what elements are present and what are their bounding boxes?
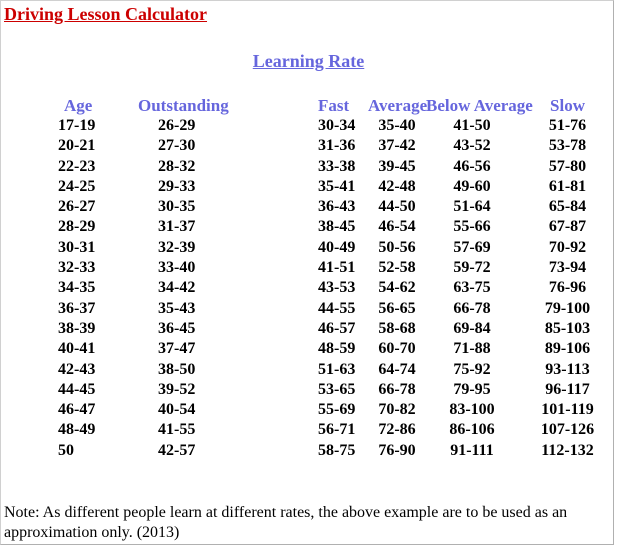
average-cell: 42-48 bbox=[378, 177, 416, 195]
fast-cell: 58-75 bbox=[318, 441, 356, 459]
table-row bbox=[0, 339, 617, 359]
table-row bbox=[0, 177, 617, 197]
table-row bbox=[0, 136, 617, 156]
age-cell: 24-25 bbox=[58, 177, 96, 195]
age-cell: 28-29 bbox=[58, 218, 96, 236]
age-cell: 22-23 bbox=[58, 157, 96, 175]
fast-cell: 38-45 bbox=[318, 218, 356, 236]
fast-cell: 56-71 bbox=[318, 421, 356, 439]
age-cell: 36-37 bbox=[58, 299, 96, 317]
below-average-cell: 83-100 bbox=[449, 401, 495, 419]
fast-cell: 35-41 bbox=[318, 177, 356, 195]
age-cell: 46-47 bbox=[58, 401, 96, 419]
average-cell: 37-42 bbox=[378, 137, 416, 155]
table-header-row bbox=[0, 95, 617, 116]
outstanding-cell: 26-29 bbox=[158, 117, 196, 134]
age-cell: 40-41 bbox=[58, 340, 96, 358]
table-row bbox=[0, 319, 617, 339]
outstanding-cell: 38-50 bbox=[158, 360, 196, 378]
table-row bbox=[0, 157, 617, 177]
fast-cell: 51-63 bbox=[318, 360, 356, 378]
outstanding-cell: 29-33 bbox=[158, 177, 196, 195]
outstanding-cell: 41-55 bbox=[158, 421, 196, 439]
below-average-cell: 59-72 bbox=[453, 259, 491, 277]
average-cell: 56-65 bbox=[378, 299, 416, 317]
slow-cell: 107-126 bbox=[540, 421, 595, 439]
column-header-outstanding: Outstanding bbox=[138, 96, 229, 115]
slow-cell: 73-94 bbox=[548, 259, 587, 277]
average-cell: 66-78 bbox=[378, 380, 416, 398]
slow-cell: 61-81 bbox=[548, 177, 587, 195]
average-cell: 60-70 bbox=[378, 340, 416, 358]
column-header-fast: Fast bbox=[318, 96, 350, 115]
table-row bbox=[0, 217, 617, 237]
footnote: Note: As different people learn at different rates, the above example are to be used as an approximation only. (2013) bbox=[4, 504, 568, 541]
fast-cell: 43-53 bbox=[318, 279, 356, 297]
below-average-cell: 66-78 bbox=[453, 299, 491, 317]
slow-cell: 96-117 bbox=[545, 380, 590, 398]
average-cell: 35-40 bbox=[378, 117, 416, 134]
slow-cell: 76-96 bbox=[548, 279, 587, 297]
outstanding-cell: 27-30 bbox=[158, 137, 196, 155]
outstanding-cell: 36-45 bbox=[158, 319, 196, 337]
below-average-cell: 46-56 bbox=[453, 157, 491, 175]
table-row bbox=[0, 278, 617, 298]
table-row bbox=[0, 400, 617, 420]
column-header-below-average: Below Average bbox=[426, 96, 533, 115]
average-cell: 70-82 bbox=[378, 401, 416, 419]
age-cell: 42-43 bbox=[58, 360, 96, 378]
table-row bbox=[0, 380, 617, 400]
table-row bbox=[0, 258, 617, 278]
average-cell: 52-58 bbox=[378, 259, 416, 277]
table-row bbox=[0, 299, 617, 319]
below-average-cell: 86-106 bbox=[449, 421, 495, 439]
slow-cell: 70-92 bbox=[548, 238, 587, 256]
age-cell: 38-39 bbox=[58, 319, 96, 337]
column-header-age: Age bbox=[64, 96, 93, 115]
slow-cell: 65-84 bbox=[548, 198, 587, 216]
age-cell: 20-21 bbox=[58, 137, 96, 155]
outstanding-cell: 39-52 bbox=[158, 380, 196, 398]
average-cell: 58-68 bbox=[378, 319, 416, 337]
below-average-cell: 41-50 bbox=[453, 117, 491, 134]
slow-cell: 101-119 bbox=[541, 401, 594, 419]
age-cell: 26-27 bbox=[58, 198, 96, 216]
column-header-slow: Slow bbox=[550, 96, 585, 115]
page-title: Driving Lesson Calculator bbox=[4, 4, 208, 24]
fast-cell: 40-49 bbox=[318, 238, 356, 256]
column-header-average: Average bbox=[368, 96, 428, 115]
below-average-cell: 71-88 bbox=[453, 340, 491, 358]
table-row bbox=[0, 238, 617, 258]
below-average-cell: 79-95 bbox=[453, 380, 491, 398]
fast-cell: 53-65 bbox=[318, 380, 356, 398]
learning-rate-table bbox=[0, 95, 617, 461]
slow-cell: 89-106 bbox=[544, 340, 591, 358]
table-caption: Learning Rate bbox=[252, 51, 365, 71]
age-cell: 30-31 bbox=[58, 238, 96, 256]
outstanding-cell: 37-47 bbox=[158, 340, 196, 358]
slow-cell: 112-132 bbox=[541, 441, 594, 459]
slow-cell: 53-78 bbox=[548, 137, 587, 155]
fast-cell: 36-43 bbox=[318, 198, 356, 216]
average-cell: 44-50 bbox=[378, 198, 416, 216]
age-cell: 34-35 bbox=[58, 279, 96, 297]
below-average-cell: 55-66 bbox=[453, 218, 491, 236]
outstanding-cell: 42-57 bbox=[158, 441, 196, 459]
table-row bbox=[0, 420, 617, 440]
outstanding-cell: 28-32 bbox=[158, 157, 196, 175]
slow-cell: 51-76 bbox=[548, 117, 587, 134]
average-cell: 46-54 bbox=[378, 218, 416, 236]
slow-cell: 93-113 bbox=[545, 360, 590, 378]
age-cell: 50 bbox=[58, 441, 74, 459]
fast-cell: 33-38 bbox=[318, 157, 356, 175]
table-row bbox=[0, 360, 617, 380]
below-average-cell: 75-92 bbox=[453, 360, 491, 378]
slow-cell: 67-87 bbox=[548, 218, 587, 236]
age-cell: 44-45 bbox=[58, 380, 96, 398]
slow-cell: 57-80 bbox=[548, 157, 587, 175]
below-average-cell: 69-84 bbox=[453, 319, 491, 337]
average-cell: 76-90 bbox=[378, 441, 416, 459]
age-cell: 32-33 bbox=[58, 259, 96, 277]
below-average-cell: 91-111 bbox=[450, 441, 494, 459]
average-cell: 50-56 bbox=[378, 238, 416, 256]
fast-cell: 55-69 bbox=[318, 401, 356, 419]
outstanding-cell: 31-37 bbox=[158, 218, 196, 236]
average-cell: 54-62 bbox=[378, 279, 416, 297]
outstanding-cell: 32-39 bbox=[158, 238, 196, 256]
average-cell: 39-45 bbox=[378, 157, 416, 175]
outstanding-cell: 35-43 bbox=[158, 299, 196, 317]
below-average-cell: 49-60 bbox=[453, 177, 491, 195]
slow-cell: 79-100 bbox=[544, 299, 591, 317]
below-average-cell: 57-69 bbox=[453, 238, 491, 256]
fast-cell: 44-55 bbox=[318, 299, 356, 317]
below-average-cell: 63-75 bbox=[453, 279, 491, 297]
table-row bbox=[0, 197, 617, 217]
outstanding-cell: 33-40 bbox=[158, 259, 196, 277]
fast-cell: 46-57 bbox=[318, 319, 356, 337]
fast-cell: 48-59 bbox=[318, 340, 356, 358]
outstanding-cell: 40-54 bbox=[158, 401, 196, 419]
fast-cell: 31-36 bbox=[318, 137, 356, 155]
outstanding-cell: 34-42 bbox=[158, 279, 196, 297]
below-average-cell: 43-52 bbox=[453, 137, 491, 155]
average-cell: 64-74 bbox=[378, 360, 416, 378]
age-cell: 48-49 bbox=[58, 421, 96, 439]
average-cell: 72-86 bbox=[378, 421, 416, 439]
fast-cell: 41-51 bbox=[318, 259, 356, 277]
table-row bbox=[0, 441, 617, 461]
below-average-cell: 51-64 bbox=[453, 198, 491, 216]
outstanding-cell: 30-35 bbox=[158, 198, 196, 216]
age-cell: 17-19 bbox=[58, 117, 96, 134]
slow-cell: 85-103 bbox=[544, 319, 591, 337]
table-row bbox=[0, 116, 617, 136]
fast-cell: 30-34 bbox=[318, 117, 356, 134]
